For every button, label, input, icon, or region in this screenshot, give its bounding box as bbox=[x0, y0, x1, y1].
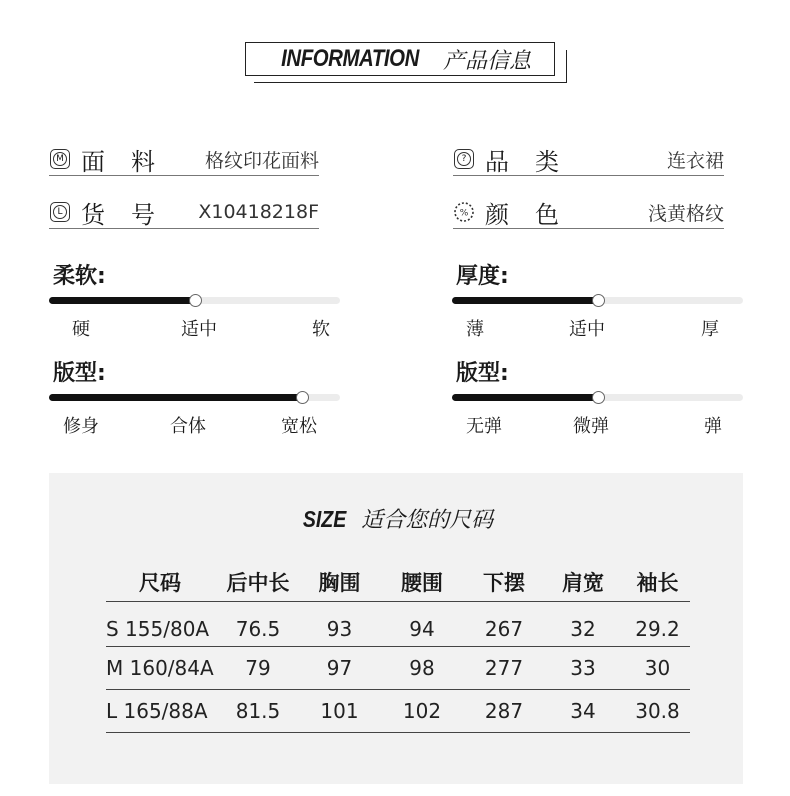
table-cell: 81.5 bbox=[214, 690, 302, 733]
info-value: 浅黄格纹 bbox=[647, 202, 724, 225]
info-label: 颜色 bbox=[485, 200, 585, 229]
header-waist: 腰围 bbox=[377, 563, 467, 602]
slider-fill bbox=[452, 297, 598, 304]
info-fabric bbox=[49, 143, 319, 176]
table-row bbox=[106, 690, 690, 733]
size-title-en: SIZE bbox=[302, 506, 347, 532]
info-item-no bbox=[49, 196, 319, 229]
info-value: 格纹印花面料 bbox=[204, 149, 319, 172]
table-cell: 29.2 bbox=[625, 602, 690, 647]
table-cell: S 155/80A bbox=[106, 602, 214, 647]
slider-tick-mid: 适中 bbox=[181, 319, 217, 340]
slider-fill bbox=[452, 394, 598, 401]
slider-title: 柔软: bbox=[53, 264, 106, 289]
table-cell: 76.5 bbox=[214, 602, 302, 647]
table-cell: L 165/88A bbox=[106, 690, 214, 733]
header-size: 尺码 bbox=[106, 563, 214, 602]
slider-tick-mid: 适中 bbox=[569, 319, 605, 340]
slider-tick-max: 弹 bbox=[704, 416, 722, 437]
table-cell: 94 bbox=[377, 602, 467, 647]
page-title bbox=[245, 42, 555, 76]
info-label: 面料 bbox=[81, 147, 181, 176]
slider-knob bbox=[296, 391, 309, 404]
table-cell: 30 bbox=[625, 647, 690, 690]
table-cell: 102 bbox=[377, 690, 467, 733]
slider-tick-max: 厚 bbox=[701, 319, 719, 340]
slider-fill bbox=[49, 297, 195, 304]
slider-title: 版型: bbox=[456, 361, 509, 386]
table-cell: 33 bbox=[541, 647, 625, 690]
table-cell: 277 bbox=[467, 647, 541, 690]
slider-tick-min: 薄 bbox=[466, 319, 484, 340]
slider-tick-max: 软 bbox=[312, 319, 330, 340]
header-hem: 下摆 bbox=[467, 563, 541, 602]
table-cell: 34 bbox=[541, 690, 625, 733]
l-icon: L bbox=[49, 201, 71, 223]
info-value: 连衣裙 bbox=[666, 149, 724, 172]
slider-thickness bbox=[452, 259, 744, 343]
slider-title: 厚度: bbox=[456, 264, 509, 289]
header-bust: 胸围 bbox=[302, 563, 377, 602]
slider-knob bbox=[189, 294, 202, 307]
table-cell: 93 bbox=[302, 602, 377, 647]
table-cell: 98 bbox=[377, 647, 467, 690]
size-table bbox=[106, 563, 690, 733]
table-cell: 287 bbox=[467, 690, 541, 733]
slider-softness bbox=[49, 259, 341, 343]
slider-fill bbox=[49, 394, 302, 401]
slider-title: 版型: bbox=[53, 361, 106, 386]
table-cell: 30.8 bbox=[625, 690, 690, 733]
size-panel bbox=[49, 473, 743, 784]
info-color bbox=[453, 196, 724, 229]
table-cell: 267 bbox=[467, 602, 541, 647]
slider-tick-min: 无弹 bbox=[466, 416, 502, 437]
table-cell: 32 bbox=[541, 602, 625, 647]
slider-track bbox=[452, 297, 743, 304]
svg-text:%: % bbox=[459, 208, 469, 219]
size-title-cn: 适合您的尺码 bbox=[361, 508, 494, 533]
header-shoulder: 肩宽 bbox=[541, 563, 625, 602]
table-row bbox=[106, 647, 690, 690]
slider-knob bbox=[592, 391, 605, 404]
header-sleeve: 袖长 bbox=[625, 563, 690, 602]
size-title bbox=[49, 503, 743, 534]
info-label: 货号 bbox=[81, 200, 181, 229]
table-cell: 97 bbox=[302, 647, 377, 690]
table-row bbox=[106, 602, 690, 647]
info-label: 品类 bbox=[485, 147, 585, 176]
slider-tick-mid: 合体 bbox=[170, 416, 206, 437]
table-cell: 79 bbox=[214, 647, 302, 690]
slider-knob bbox=[592, 294, 605, 307]
slider-track bbox=[49, 394, 340, 401]
slider-track bbox=[452, 394, 743, 401]
color-percent-icon bbox=[453, 201, 475, 223]
info-category bbox=[453, 143, 724, 176]
table-cell: M 160/84A bbox=[106, 647, 214, 690]
slider-fit bbox=[49, 356, 341, 440]
table-cell: 101 bbox=[302, 690, 377, 733]
slider-elasticity bbox=[452, 356, 744, 440]
slider-track bbox=[49, 297, 340, 304]
slider-tick-min: 硬 bbox=[72, 319, 90, 340]
page-title-cn: 产品信息 bbox=[443, 48, 532, 74]
m-icon: M bbox=[49, 148, 71, 170]
size-table-header bbox=[106, 563, 690, 602]
header-back-length: 后中长 bbox=[214, 563, 302, 602]
slider-tick-max: 宽松 bbox=[281, 416, 317, 437]
slider-tick-min: 修身 bbox=[63, 416, 99, 437]
page-title-en: INFORMATION bbox=[281, 45, 419, 72]
info-value: X10418218F bbox=[198, 201, 319, 223]
question-icon: ? bbox=[453, 148, 475, 170]
slider-tick-mid: 微弹 bbox=[573, 416, 609, 437]
